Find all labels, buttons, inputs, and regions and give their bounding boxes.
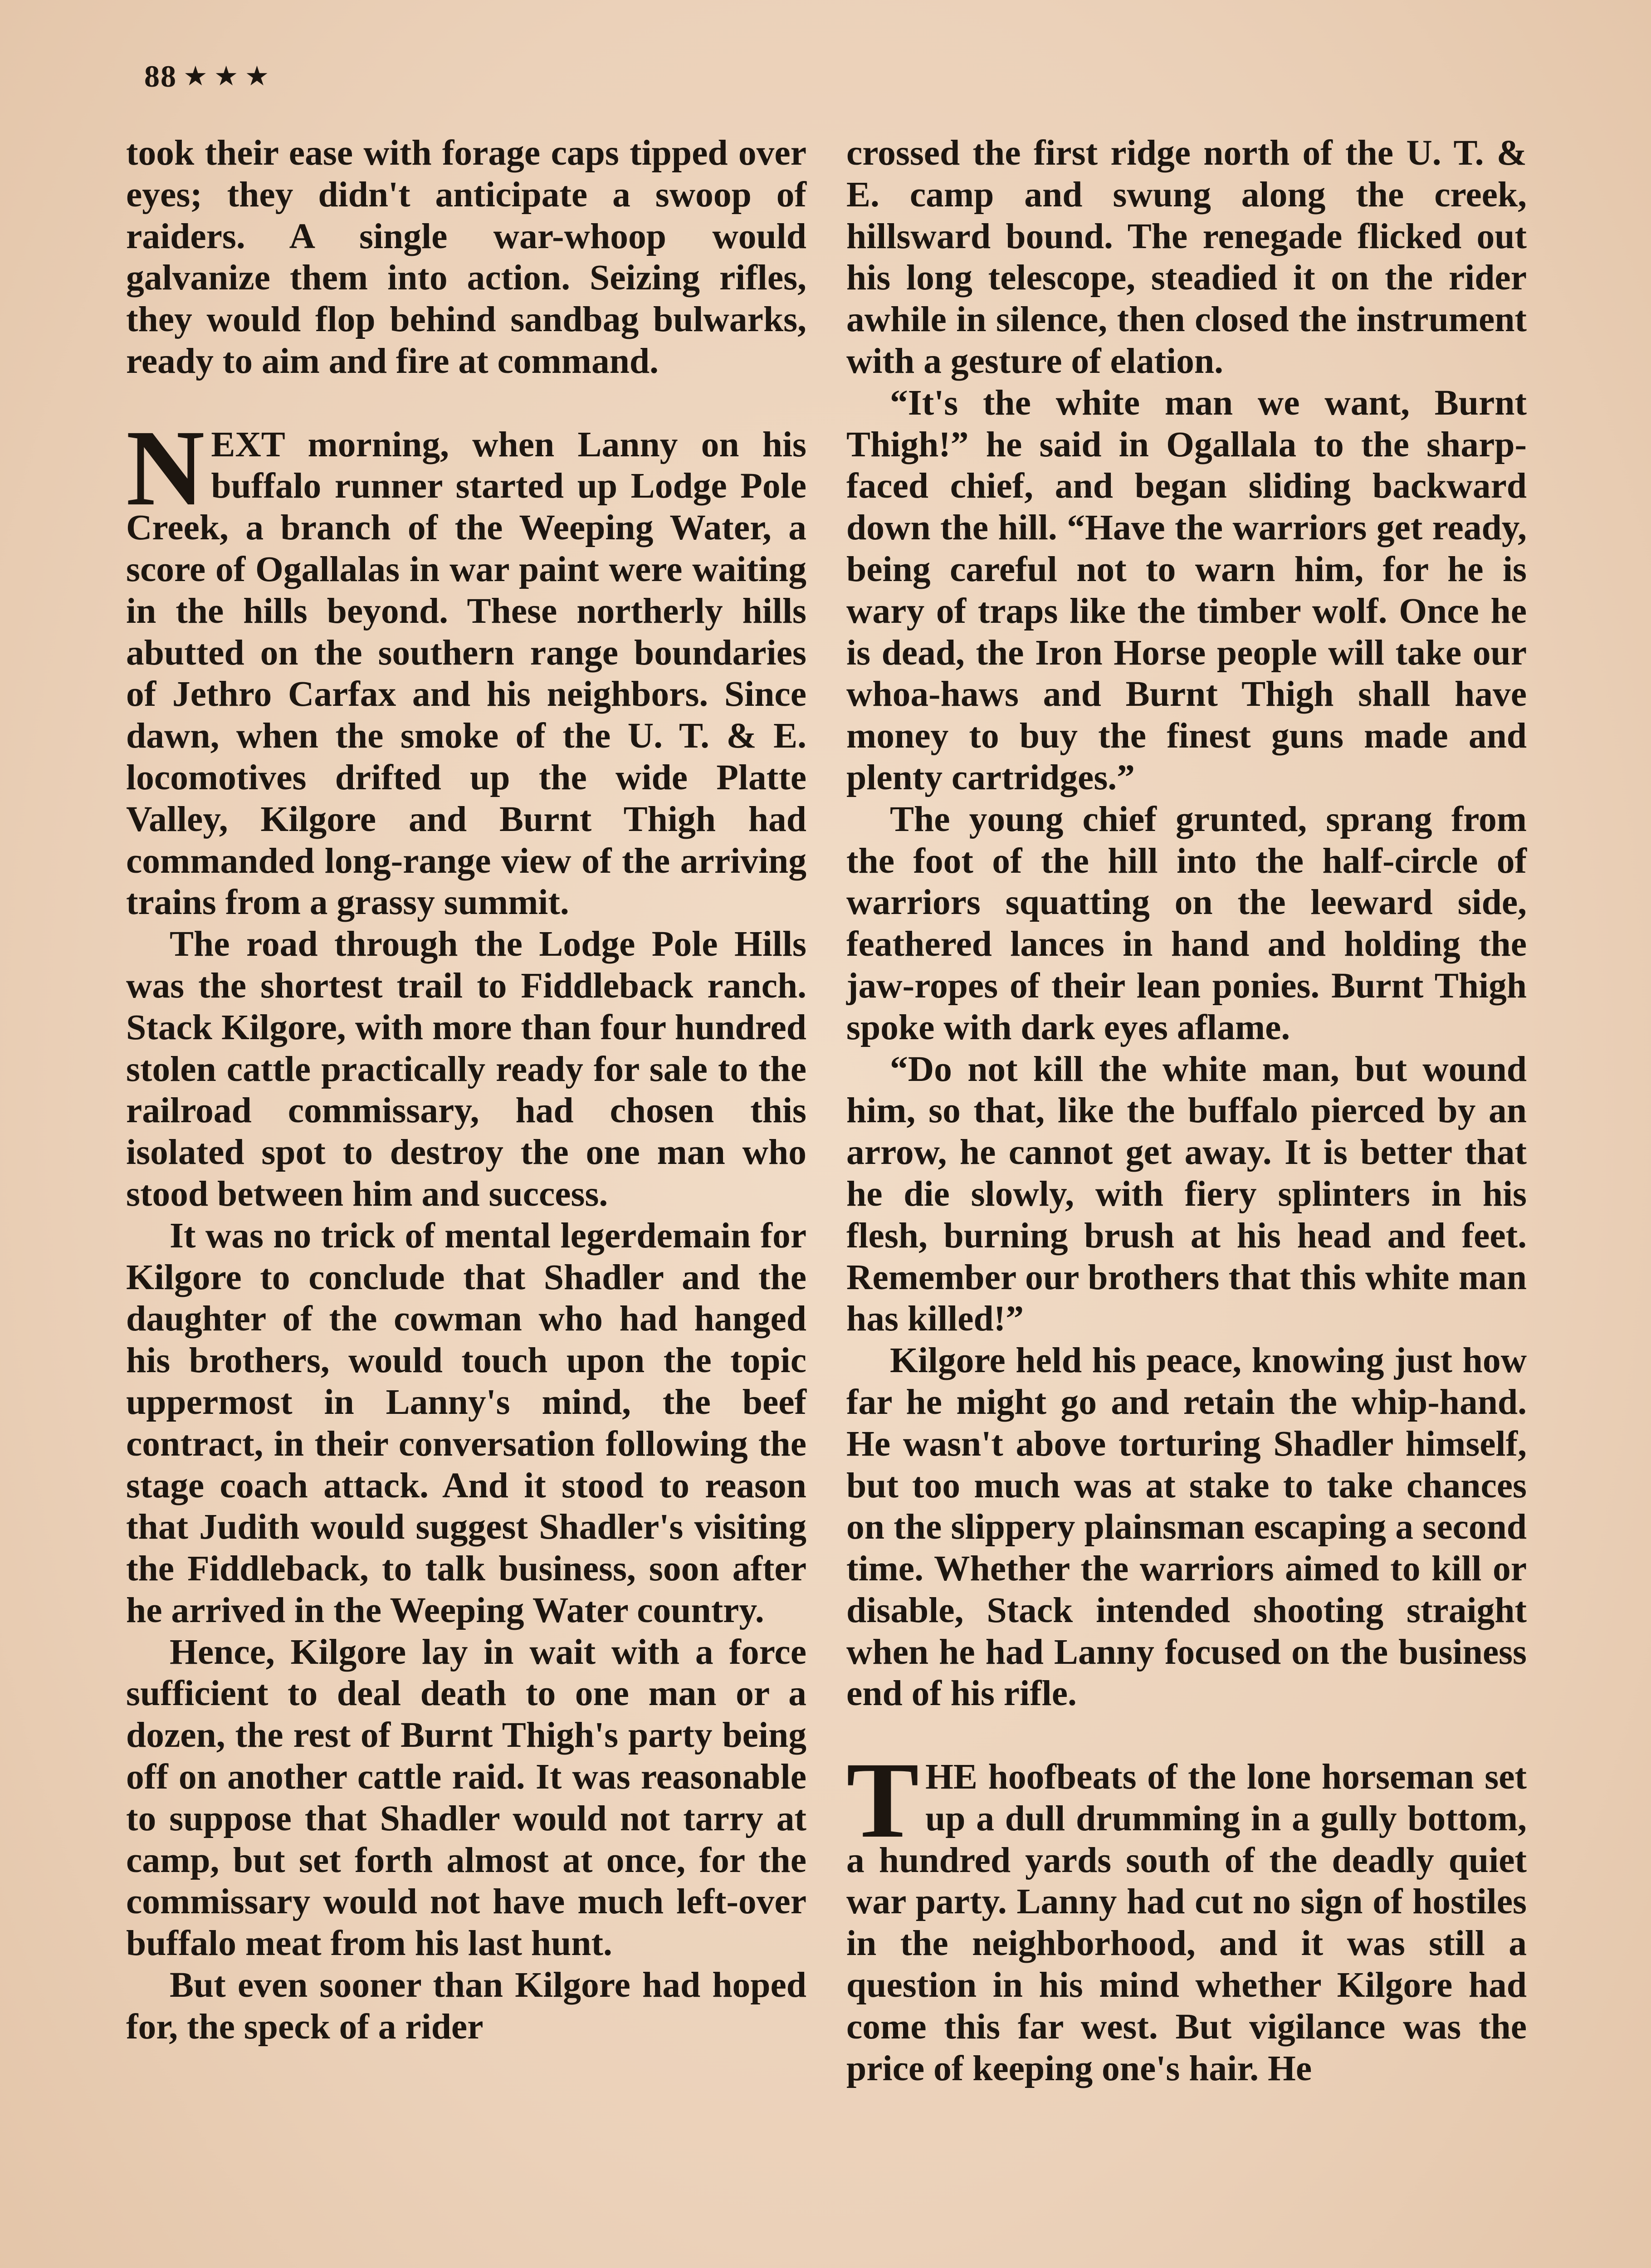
paragraph: The road through the Lodge Pole Hills was the shortest trail to Fiddleback ranch. Stack Kilgore, with more than four hundred stolen cattle practically ready for sale to the railroad commissary, had chosen this isolated spot to destroy the one man who stood between him and success. xyxy=(126,924,806,1214)
left-column xyxy=(126,132,806,2048)
paragraph: Hence, Kilgore lay in wait with a force sufficient to deal death to one man or a dozen, the rest of Burnt Thigh's party being off on another cattle raid. It was reasonable to suppose that Shadler would not tarry at camp, but set forth almost at once, for the commissary would not have much left-over buffalo meat from his last hunt. xyxy=(126,1632,806,1964)
paragraph-text: EXT morning, when Lanny on his buffalo runner started up Lodge Pole Creek, a branch of the Weeping Water, a score of Ogallalas in war paint were waiting in the hills beyond. These northerly hills abutted on the southern range boundaries of Jethro Carfax and his neighbors. Since dawn, when the smoke of the U. T. & E. locomotives drifted up the wide Platte Valley, Kilgore and Burnt Thigh had commanded long-range view of the arriving trains from a grassy summit. xyxy=(126,424,806,923)
section-paragraph xyxy=(126,407,806,924)
drop-cap: N xyxy=(126,407,205,528)
page-number: 88 xyxy=(144,59,177,93)
section-paragraph xyxy=(846,1740,1527,2089)
paragraph: took their ease with forage caps tipped over eyes; they didn't anticipate a swoop of raiders. A single war-whoop would galvanize them into action. Seizing rifles, they would flop behind sandbag bulwarks, ready to aim and fire at command. xyxy=(126,133,806,381)
paragraph: crossed the first ridge north of the U. T. & E. camp and swung along the creek, hillsward bound. The renegade flicked out his long telescope, steadied it on the rider awhile in silence, then closed the instrument with a gesture of elation. xyxy=(846,133,1527,381)
paragraph: But even sooner than Kilgore had hoped for, the speck of a rider xyxy=(126,1965,806,2047)
paragraph-text: HE hoofbeats of the lone horseman set up a dull drumming in a gully bottom, a hundred yards south of the deadly quiet war party. Lanny had cut no sign of hostiles in the neighborhood, and it was still a question in his mind whether Kilgore had come this far west. But vigilance was the price of keeping one's hair. He xyxy=(846,1757,1527,2088)
paragraph: The young chief grunted, sprang from the foot of the hill into the half-circle of warriors squatting on the leeward side, feathered lances in hand and holding the jaw-ropes of their lean ponies. Burnt Thigh spoke with dark eyes aflame. xyxy=(846,799,1527,1047)
star-ornament-icon: ★★★ xyxy=(183,61,276,91)
paragraph: It was no trick of mental legerdemain for Kilgore to conclude that Shadler and the daughter of the cowman who had hanged his brothers, would touch upon the topic uppermost in Lanny's mind, the beef contract, in their conversation following the stage coach attack. And it stood to reason that Judith would suggest Shadler's visiting the Fiddleback, to talk business, soon after he arrived in the Weeping Water country. xyxy=(126,1215,806,1630)
paragraph: “Do not kill the white man, but wound him, so that, like the buffalo pierced by an arrow, he cannot get away. It is better that he die slowly, with fiery splinters in his flesh, burning brush at his head and feet. Remember our brothers that this white man has killed!” xyxy=(846,1049,1527,1339)
paragraph: “It's the white man we want, Burnt Thigh!” he said in Ogallala to the sharp-faced chief, and began sliding backward down the hill. “Have the warriors get ready, being careful not to warn him, for he is wary of traps like the timber wolf. Once he is dead, the Iron Horse people will take our whoa-haws and Burnt Thigh shall have money to buy the finest guns made and plenty cartridges.” xyxy=(846,382,1527,797)
page-header xyxy=(144,54,275,99)
drop-cap: T xyxy=(846,1740,919,1861)
paragraph: Kilgore held his peace, knowing just how far he might go and retain the whip-hand. He wasn't above torturing Shadler himself, but too much was at stake to take chances on the slippery plainsman escaping a second time. Whether the warriors aimed to kill or disable, Stack intended shooting straight when he had Lanny focused on the business end of his rifle. xyxy=(846,1340,1527,1714)
right-column xyxy=(846,132,1527,2089)
